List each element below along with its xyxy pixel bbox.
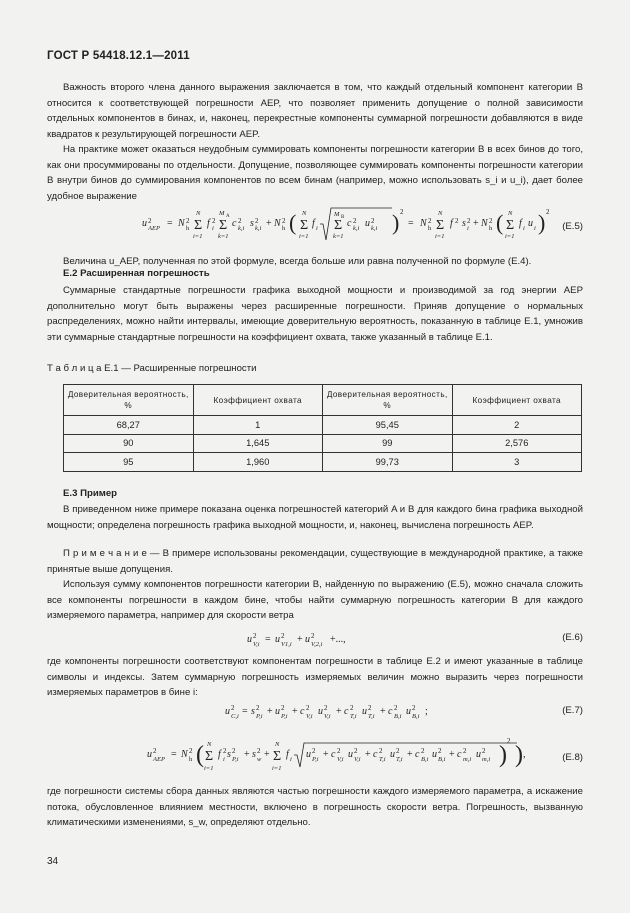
svg-text:2: 2 xyxy=(467,217,471,225)
table-caption: Т а б л и ц а E.1 — Расширенные погрешности xyxy=(47,363,257,374)
svg-text:i=1: i=1 xyxy=(272,765,282,772)
svg-text:=: = xyxy=(171,749,177,760)
svg-text:u: u xyxy=(275,634,280,645)
svg-text:2: 2 xyxy=(337,747,341,755)
svg-text:(: ( xyxy=(196,742,204,768)
svg-text:=: = xyxy=(408,218,414,229)
svg-text:(: ( xyxy=(496,210,504,235)
svg-text:T,i: T,i xyxy=(379,756,386,763)
svg-text:N: N xyxy=(274,218,281,229)
svg-text:k,i: k,i xyxy=(255,225,262,232)
table-cell: 2 xyxy=(452,416,582,435)
svg-text:T,i: T,i xyxy=(368,713,375,720)
table-header-cell: Коэффициент охвата xyxy=(452,385,582,416)
svg-text:P,i: P,i xyxy=(281,713,288,720)
svg-text:Σ: Σ xyxy=(219,218,228,233)
svg-text:+: + xyxy=(323,749,329,760)
svg-text:2: 2 xyxy=(507,737,511,745)
svg-text:V,i: V,i xyxy=(324,713,331,720)
svg-text:s: s xyxy=(227,749,231,760)
svg-text:N: N xyxy=(207,741,212,748)
svg-text:Σ: Σ xyxy=(273,749,282,764)
svg-text:u: u xyxy=(142,218,147,229)
svg-text:2: 2 xyxy=(489,217,493,225)
svg-text:2: 2 xyxy=(186,217,190,225)
svg-text:V,i: V,i xyxy=(337,756,344,763)
svg-text:2: 2 xyxy=(421,747,425,755)
svg-text:2: 2 xyxy=(463,747,467,755)
svg-text:2: 2 xyxy=(379,747,383,755)
svg-text:2: 2 xyxy=(281,704,285,712)
svg-text:2: 2 xyxy=(396,747,400,755)
svg-text:+: + xyxy=(292,706,298,717)
svg-text:f: f xyxy=(312,218,315,229)
svg-text:Σ: Σ xyxy=(205,749,214,764)
svg-text:c: c xyxy=(331,749,336,760)
svg-text:u: u xyxy=(432,749,437,760)
svg-text:V,i: V,i xyxy=(354,756,361,763)
svg-text:u: u xyxy=(362,706,367,717)
svg-text:2: 2 xyxy=(455,217,459,225)
svg-text:h: h xyxy=(186,225,190,232)
page-number: 34 xyxy=(47,856,59,867)
table-cell: 1 xyxy=(193,416,323,435)
svg-text:i=1: i=1 xyxy=(193,233,203,240)
svg-text:B,i: B,i xyxy=(421,756,429,763)
svg-text:2: 2 xyxy=(428,217,432,225)
svg-text:i=1: i=1 xyxy=(435,233,445,240)
svg-text:+: + xyxy=(473,218,479,229)
svg-text:): ) xyxy=(499,742,507,768)
svg-text:h: h xyxy=(428,225,432,232)
svg-text:+: + xyxy=(264,749,270,760)
svg-text:s: s xyxy=(462,218,466,229)
svg-text:f: f xyxy=(450,218,453,229)
svg-text:+: + xyxy=(449,749,455,760)
svg-text:N: N xyxy=(420,218,427,229)
svg-text:=: = xyxy=(167,218,173,229)
svg-text:2: 2 xyxy=(231,704,235,712)
svg-text:m,i: m,i xyxy=(482,756,491,763)
svg-text:f: f xyxy=(218,749,221,760)
svg-text:C,i: C,i xyxy=(231,713,239,720)
svg-text:2: 2 xyxy=(148,217,152,225)
table-header-cell: Доверительная вероятность, % xyxy=(323,385,453,416)
svg-text:m,i: m,i xyxy=(463,756,472,763)
svg-text:f: f xyxy=(207,218,210,229)
note: П р и м е ч а н и е — В примере использованы рекомендации, существующие в международной практике, а также принятые выше допущения. xyxy=(47,548,583,575)
svg-text:2: 2 xyxy=(212,217,216,225)
svg-text:c: c xyxy=(373,749,378,760)
svg-text:u: u xyxy=(318,706,323,717)
paragraph-5: В приведенном ниже примере показана оценка погрешностей категорий A и B для каждого бина графика выходной мощности; определена погрешность графика выходной мощности, и, наконец, вычислена погрешность AEP. xyxy=(47,504,583,531)
paragraph-3: Величина u_AEP, полученная по этой формуле, всегда больше или равна полученной по формуле (E.4). xyxy=(63,256,532,267)
svg-text:P,i: P,i xyxy=(232,756,239,763)
svg-text:+: + xyxy=(266,218,272,229)
svg-text:B,i: B,i xyxy=(412,713,420,720)
table-row xyxy=(64,434,582,453)
svg-text:N: N xyxy=(508,210,513,217)
equation-e8-formula xyxy=(147,733,547,779)
equation-e6 xyxy=(47,628,583,650)
svg-text:): ) xyxy=(538,210,546,235)
svg-text:=: = xyxy=(242,706,248,717)
svg-text:2: 2 xyxy=(368,704,372,712)
svg-text:u: u xyxy=(365,218,370,229)
svg-text:2: 2 xyxy=(412,704,416,712)
svg-text:P,i: P,i xyxy=(256,713,263,720)
svg-text:k=1: k=1 xyxy=(333,233,344,240)
svg-text:2: 2 xyxy=(371,217,375,225)
svg-text:Σ: Σ xyxy=(194,218,203,233)
svg-text:u: u xyxy=(305,634,310,645)
svg-text:u: u xyxy=(390,749,395,760)
table-header-cell: Коэффициент охвата xyxy=(193,385,323,416)
equation-e5-number: (E.5) xyxy=(562,221,583,232)
svg-text:+: + xyxy=(267,706,273,717)
svg-text:V,i: V,i xyxy=(306,713,313,720)
svg-text:s: s xyxy=(251,706,255,717)
equation-e8 xyxy=(47,733,583,779)
table-cell: 3 xyxy=(452,453,582,472)
svg-text:2: 2 xyxy=(311,632,315,640)
svg-text:h: h xyxy=(189,756,193,763)
document-header: ГОСТ Р 54418.12.1—2011 xyxy=(47,50,190,62)
svg-text:c: c xyxy=(347,218,352,229)
svg-text:=: = xyxy=(265,634,271,645)
svg-text:2: 2 xyxy=(438,747,442,755)
table-header-row xyxy=(64,385,582,416)
svg-text:2: 2 xyxy=(354,747,358,755)
svg-text:c: c xyxy=(300,706,305,717)
svg-text:s: s xyxy=(252,749,256,760)
svg-text:+: + xyxy=(244,749,250,760)
svg-text:T,i: T,i xyxy=(350,713,357,720)
svg-text:2: 2 xyxy=(306,704,310,712)
svg-text:2: 2 xyxy=(257,747,261,755)
svg-text:2: 2 xyxy=(238,217,242,225)
svg-text:+: + xyxy=(380,706,386,717)
svg-text:2: 2 xyxy=(253,632,257,640)
table-cell: 2,576 xyxy=(452,434,582,453)
svg-text:i: i xyxy=(290,756,292,763)
svg-text:T,i: T,i xyxy=(396,756,403,763)
table-row xyxy=(64,416,582,435)
svg-text:Σ: Σ xyxy=(334,218,343,233)
svg-text:N: N xyxy=(481,218,488,229)
svg-text:u: u xyxy=(147,749,152,760)
svg-text:k,i: k,i xyxy=(238,225,245,232)
svg-text:M: M xyxy=(334,211,340,218)
svg-text:c: c xyxy=(388,706,393,717)
section-heading-e3: E.3 Пример xyxy=(63,488,118,499)
svg-text:2: 2 xyxy=(189,747,193,755)
svg-text:N: N xyxy=(196,210,201,217)
svg-text:2: 2 xyxy=(350,704,354,712)
svg-text:+: + xyxy=(297,634,303,645)
svg-text:,: , xyxy=(523,749,526,760)
svg-text:c: c xyxy=(232,218,237,229)
svg-text:+: + xyxy=(407,749,413,760)
equation-e5-formula xyxy=(142,200,612,250)
svg-text:2: 2 xyxy=(255,217,259,225)
equation-e7-formula xyxy=(225,700,485,724)
svg-text:i: i xyxy=(316,225,318,232)
paragraph-4: Суммарные стандартные погрешности графика выходной мощности и производимой за год энергии AEP дополнительно могут быть выражены через расширенные погрешности. Приняв допущение о нормальных распределениях, можно найти интервалы, имеющие доверительную вероятность, показанную в таблице E.1, умножив эти суммарные стандартные погрешности на коэффициент охвата, также указанный в таблице E.1. xyxy=(47,285,583,343)
svg-text:): ) xyxy=(515,742,523,768)
svg-text:N: N xyxy=(438,210,443,217)
svg-text:k=1: k=1 xyxy=(218,233,229,240)
svg-text:B,i: B,i xyxy=(438,756,446,763)
svg-text:h: h xyxy=(282,225,286,232)
svg-text:i=1: i=1 xyxy=(204,765,214,772)
svg-text:P,i: P,i xyxy=(312,756,319,763)
svg-text:u: u xyxy=(306,749,311,760)
svg-text:B: B xyxy=(341,215,345,220)
svg-text:N: N xyxy=(275,741,280,748)
svg-text:V1,i: V1,i xyxy=(281,641,292,648)
table-header-cell: Доверительная вероятность, % xyxy=(64,385,194,416)
svg-text:2: 2 xyxy=(394,704,398,712)
svg-text:(: ( xyxy=(289,210,297,235)
svg-text:2: 2 xyxy=(256,704,260,712)
svg-text:2: 2 xyxy=(400,208,404,216)
svg-text:2: 2 xyxy=(281,632,285,640)
svg-text:+...,: +..., xyxy=(330,634,346,645)
svg-text:2: 2 xyxy=(223,747,227,755)
equation-e6-number: (E.6) xyxy=(562,632,583,643)
svg-text:f: f xyxy=(286,749,289,760)
table-cell: 95 xyxy=(64,453,194,472)
paragraph-7: где компоненты погрешности соответствуют компонентам погрешности в таблице E.2 и имеют указанные в таблице символы и индексы. Затем суммарную погрешность измеряемых величин можно выразить через погрешности измеряемых параметров в бине i: xyxy=(47,656,583,698)
svg-text:2: 2 xyxy=(153,747,157,755)
svg-text:k,i: k,i xyxy=(353,225,360,232)
svg-text:u: u xyxy=(348,749,353,760)
svg-text:u: u xyxy=(528,218,533,229)
svg-text:): ) xyxy=(392,210,400,235)
table-cell: 68,27 xyxy=(64,416,194,435)
svg-text:AEP: AEP xyxy=(153,756,165,763)
svg-text:u: u xyxy=(406,706,411,717)
table-cell: 99,73 xyxy=(323,453,453,472)
svg-text:h: h xyxy=(489,225,493,232)
svg-text:V,i: V,i xyxy=(253,641,260,648)
svg-text:i: i xyxy=(467,225,469,232)
svg-text:+: + xyxy=(365,749,371,760)
svg-text:;: ; xyxy=(425,706,428,717)
svg-text:c: c xyxy=(457,749,462,760)
svg-text:u: u xyxy=(476,749,481,760)
svg-text:c: c xyxy=(415,749,420,760)
paragraph-1: Важность второго члена данного выражения заключается в том, что каждый отдельный компонент категории B относится к соответствующей погрешности AEP, что позволяет применить допущение о полной зависимости отдельных компонентов в бинах, и, наконец, перекрестные компоненты суммарной погрешности добавляются в виде квадратов к результирующей погрешности AEP. xyxy=(47,82,583,140)
equation-e7-number: (E.7) xyxy=(562,705,583,716)
svg-text:i: i xyxy=(523,225,525,232)
svg-text:2: 2 xyxy=(353,217,357,225)
svg-text:N: N xyxy=(181,749,188,760)
svg-text:i: i xyxy=(534,225,536,232)
svg-text:N: N xyxy=(178,218,185,229)
equation-e8-number: (E.8) xyxy=(562,752,583,763)
equation-e5 xyxy=(47,200,583,250)
table-row xyxy=(64,453,582,472)
svg-text:N: N xyxy=(302,210,307,217)
svg-text:u: u xyxy=(247,634,252,645)
svg-text:u: u xyxy=(225,706,230,717)
table-cell: 90 xyxy=(64,434,194,453)
svg-text:2: 2 xyxy=(546,208,550,216)
svg-text:w: w xyxy=(257,756,262,763)
table-cell: 1,960 xyxy=(193,453,323,472)
paragraph-6: Используя сумму компонентов погрешности категории B, найденную по выражению (E.5), можно сначала сложить все компоненты погрешности в каждом бине, чтобы найти суммарную погрешность категории B для каждого измеряемого параметра, например для скорости ветра xyxy=(47,579,583,621)
svg-text:A: A xyxy=(226,214,230,219)
section-heading-e2: E.2 Расширенная погрешность xyxy=(63,268,210,279)
equation-e7 xyxy=(47,700,583,724)
svg-text:AEP: AEP xyxy=(148,225,160,232)
equation-e6-formula xyxy=(247,628,407,650)
table-e1 xyxy=(63,384,582,472)
svg-text:Σ: Σ xyxy=(300,218,309,233)
svg-text:c: c xyxy=(344,706,349,717)
svg-text:2: 2 xyxy=(482,747,486,755)
svg-text:i: i xyxy=(223,756,225,763)
svg-text:+: + xyxy=(336,706,342,717)
svg-text:i=1: i=1 xyxy=(299,233,309,240)
paragraph-2: На практике может оказаться неудобным суммировать компоненты погрешности категории B в всех бинов до того, как они просуммированы по отдельности. Допущение, позволяющее суммировать компоненты погрешности категории B внутри бинов до суммирования компонентов по всем бинам (например, можно использовать s_i и u_i), дает более удобное выражение xyxy=(47,144,583,202)
paragraph-8: где погрешности системы сбора данных являются частью погрешности каждого измеряемого параметра, а искажение потока, обусловленное влиянием местности, включено в погрешность скорости ветра. Погрешность, вызванную климатическими изменениями, s_w, определяют отдельно. xyxy=(47,786,583,828)
svg-text:2: 2 xyxy=(232,747,236,755)
svg-text:i: i xyxy=(212,225,214,232)
table-cell: 95,45 xyxy=(323,416,453,435)
table-cell: 99 xyxy=(323,434,453,453)
svg-text:2: 2 xyxy=(324,704,328,712)
svg-text:2: 2 xyxy=(312,747,316,755)
svg-text:V,2,i: V,2,i xyxy=(311,641,323,648)
svg-text:Σ: Σ xyxy=(506,218,515,233)
svg-text:u: u xyxy=(275,706,280,717)
svg-text:2: 2 xyxy=(282,217,286,225)
svg-text:s: s xyxy=(250,218,254,229)
svg-text:f: f xyxy=(519,218,522,229)
svg-text:Σ: Σ xyxy=(436,218,445,233)
svg-text:M: M xyxy=(219,210,225,217)
svg-text:B,i: B,i xyxy=(394,713,402,720)
svg-text:k,i: k,i xyxy=(371,225,378,232)
table-cell: 1,645 xyxy=(193,434,323,453)
svg-text:i=1: i=1 xyxy=(505,233,515,240)
